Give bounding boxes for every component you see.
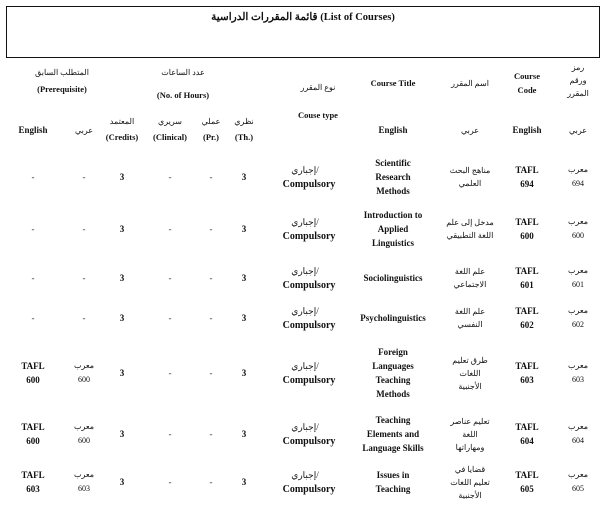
practical-cell: - <box>209 172 213 182</box>
prereq-arabic-cell: 600 <box>78 375 90 384</box>
type-header-ar: نوع المقرر <box>300 83 336 92</box>
course-type-ar: إجباري/ <box>291 165 319 175</box>
course-code-en-cell: TAFL <box>515 306 539 316</box>
practical-cell: - <box>209 224 213 234</box>
prereq-english-cell: - <box>31 273 35 283</box>
course-code-en-cell: TAFL <box>515 361 539 371</box>
course-code-en-cell: 600 <box>520 231 534 241</box>
practical-cell: - <box>209 273 213 283</box>
credits-cell: 3 <box>119 429 125 439</box>
course-code-en-cell: TAFL <box>515 217 539 227</box>
prereq-arabic-cell: - <box>82 273 86 283</box>
prereq-arabic-cell: معرب <box>73 422 95 431</box>
course-name-ar-cell: العلمي <box>458 179 482 188</box>
theory-cell: 3 <box>241 172 247 182</box>
course-name-ar-cell: ومهاراتها <box>455 442 485 452</box>
course-code-ar-cell: معرب <box>567 470 589 479</box>
course-title-cell: Scientific <box>375 158 411 168</box>
code-header-ar-2: ورقم <box>569 76 587 85</box>
course-code-en-cell: TAFL <box>515 470 539 480</box>
name-sub-arabic: عربي <box>460 126 480 135</box>
course-name-ar-cell: علم اللغة <box>454 307 486 316</box>
clinical-header-en: (Clinical) <box>153 132 187 142</box>
theory-cell: 3 <box>241 273 247 283</box>
course-name-ar-cell: اللغات <box>459 368 481 378</box>
pr-header-ar: عملي <box>201 117 221 126</box>
credits-cell: 3 <box>119 477 125 487</box>
hours-header-en: (No. of Hours) <box>156 90 210 100</box>
course-type-en: Compulsory <box>282 231 336 242</box>
code-sub-arabic: عربي <box>568 126 588 135</box>
course-name-ar-cell: الأجنبية <box>458 381 482 391</box>
course-title-cell: Elements and <box>366 429 420 439</box>
course-name-ar-cell: تعليم اللغات <box>450 477 490 487</box>
practical-cell: - <box>209 429 213 439</box>
course-code-en-cell: 602 <box>520 320 534 330</box>
course-title-cell: Issues in <box>376 470 410 480</box>
course-name-ar-cell: مناهج البحث <box>449 166 491 175</box>
page-title: قائمة المقررات الدراسية (List of Courses) <box>211 12 395 23</box>
prereq-english-cell: TAFL <box>21 361 45 371</box>
course-title-cell: Sociolinguistics <box>363 273 423 283</box>
course-name-ar-cell: علم اللغة <box>454 267 486 276</box>
course-title-cell: Foreign <box>378 347 408 357</box>
code-header-ar-3: المقرر <box>567 89 589 98</box>
course-title-cell: Methods <box>376 389 410 399</box>
type-header-en: Couse type <box>298 110 338 120</box>
theory-cell: 3 <box>241 368 247 378</box>
prereq-header-ar: المتطلب السابق <box>35 68 89 77</box>
clinical-header-ar: سريري <box>157 117 183 126</box>
course-title-cell: Language Skills <box>362 443 424 453</box>
prereq-english-cell: 600 <box>26 436 40 446</box>
prereq-arabic-cell: معرب <box>73 361 95 370</box>
course-type-ar: إجباري/ <box>291 266 319 276</box>
practical-cell: - <box>209 477 213 487</box>
prereq-english-cell: 603 <box>26 484 40 494</box>
course-type-ar: إجباري/ <box>291 361 319 371</box>
th-header-en: (Th.) <box>234 132 254 142</box>
theory-cell: 3 <box>241 224 247 234</box>
course-title-cell: Research <box>375 172 411 182</box>
prereq-english-cell: TAFL <box>21 470 45 480</box>
course-name-ar-cell: الاجتماعي <box>453 280 487 289</box>
prereq-header-en: (Prerequisite) <box>37 84 87 94</box>
prereq-english-cell: - <box>31 224 35 234</box>
code-header-en-2: Code <box>517 85 537 95</box>
course-code-ar-cell: 600 <box>572 231 584 240</box>
course-name-header-ar: اسم المقرر <box>451 79 489 88</box>
course-name-ar-cell: الأجنبية <box>458 490 482 500</box>
course-code-ar-cell: 602 <box>572 320 584 329</box>
clinical-cell: - <box>168 429 172 439</box>
course-code-ar-cell: معرب <box>567 422 589 431</box>
prereq-arabic-cell: 603 <box>78 484 90 493</box>
course-title-cell: Teaching <box>375 484 411 494</box>
course-type-en: Compulsory <box>282 375 336 386</box>
course-title-cell: Psycholinguistics <box>360 313 426 323</box>
title-box <box>6 6 600 58</box>
clinical-cell: - <box>168 224 172 234</box>
course-code-ar-cell: 605 <box>572 484 584 493</box>
course-code-ar-cell: 603 <box>572 375 584 384</box>
clinical-cell: - <box>168 477 172 487</box>
course-code-en-cell: TAFL <box>515 165 539 175</box>
clinical-cell: - <box>168 313 172 323</box>
credits-cell: 3 <box>119 172 125 182</box>
code-header-en-1: Course <box>514 71 540 81</box>
theory-cell: 3 <box>241 477 247 487</box>
course-code-en-cell: 601 <box>520 280 534 290</box>
course-name-ar-cell: مدخل إلى علم <box>446 218 494 227</box>
prereq-english-cell: - <box>31 172 35 182</box>
credits-cell: 3 <box>119 273 125 283</box>
theory-cell: 3 <box>241 429 247 439</box>
course-code-ar-cell: معرب <box>567 306 589 315</box>
course-code-en-cell: 694 <box>520 179 534 189</box>
course-type-en: Compulsory <box>282 484 336 495</box>
course-type-ar: إجباري/ <box>291 306 319 316</box>
credits-cell: 3 <box>119 224 125 234</box>
credits-header-en: (Credits) <box>105 132 139 142</box>
prereq-sub-english: English <box>18 125 48 135</box>
course-code-en-cell: 604 <box>520 436 534 446</box>
course-title-cell: Methods <box>376 186 410 196</box>
course-type-ar: إجباري/ <box>291 422 319 432</box>
title-sub-english: English <box>378 125 408 135</box>
credits-cell: 3 <box>119 313 125 323</box>
course-type-en: Compulsory <box>282 320 336 331</box>
course-title-cell: Teaching <box>375 415 411 425</box>
prereq-english-cell: TAFL <box>21 422 45 432</box>
practical-cell: - <box>209 313 213 323</box>
code-sub-english: English <box>512 125 542 135</box>
practical-cell: - <box>209 368 213 378</box>
course-code-en-cell: 603 <box>520 375 534 385</box>
course-name-ar-cell: اللغة <box>462 429 478 439</box>
course-code-en-cell: TAFL <box>515 266 539 276</box>
course-code-ar-cell: 601 <box>572 280 584 289</box>
course-type-en: Compulsory <box>282 179 336 190</box>
course-code-en-cell: TAFL <box>515 422 539 432</box>
course-name-ar-cell: النفسي <box>457 320 483 329</box>
clinical-cell: - <box>168 172 172 182</box>
course-title-cell: Applied <box>377 224 409 234</box>
prereq-arabic-cell: - <box>82 224 86 234</box>
prereq-arabic-cell: - <box>82 172 86 182</box>
course-type-en: Compulsory <box>282 436 336 447</box>
course-type-en: Compulsory <box>282 280 336 291</box>
prereq-sub-arabic: عربي <box>74 126 94 135</box>
course-code-en-cell: 605 <box>520 484 534 494</box>
course-code-ar-cell: معرب <box>567 266 589 275</box>
theory-cell: 3 <box>241 313 247 323</box>
course-code-ar-cell: 694 <box>572 179 584 188</box>
course-code-ar-cell: معرب <box>567 165 589 174</box>
prereq-english-cell: - <box>31 313 35 323</box>
th-header-ar: نظري <box>234 117 254 126</box>
code-header-ar-1: رمز <box>571 63 585 72</box>
prereq-arabic-cell: - <box>82 313 86 323</box>
course-title-cell: Languages <box>372 361 414 371</box>
credits-header-ar: المعتمد <box>109 117 135 126</box>
clinical-cell: - <box>168 273 172 283</box>
course-type-ar: إجباري/ <box>291 217 319 227</box>
course-code-ar-cell: معرب <box>567 361 589 370</box>
hours-header-ar: عدد الساعات <box>161 68 205 77</box>
course-title-cell: Linguistics <box>371 238 415 248</box>
course-type-ar: إجباري/ <box>291 470 319 480</box>
course-name-ar-cell: اللغة التطبيقي <box>446 231 494 240</box>
clinical-cell: - <box>168 368 172 378</box>
course-name-ar-cell: قضايا في <box>454 464 486 474</box>
prereq-arabic-cell: 600 <box>78 436 90 445</box>
course-name-ar-cell: طرق تعليم <box>452 355 488 365</box>
prereq-english-cell: 600 <box>26 375 40 385</box>
credits-cell: 3 <box>119 368 125 378</box>
course-title-header: Course Title <box>370 78 416 88</box>
course-title-cell: Teaching <box>375 375 411 385</box>
course-code-ar-cell: معرب <box>567 217 589 226</box>
course-code-ar-cell: 604 <box>572 436 584 445</box>
course-name-ar-cell: تعليم عناصر <box>450 416 490 426</box>
prereq-arabic-cell: معرب <box>73 470 95 479</box>
pr-header-en: (Pr.) <box>203 132 219 142</box>
course-title-cell: Introduction to <box>363 210 423 220</box>
